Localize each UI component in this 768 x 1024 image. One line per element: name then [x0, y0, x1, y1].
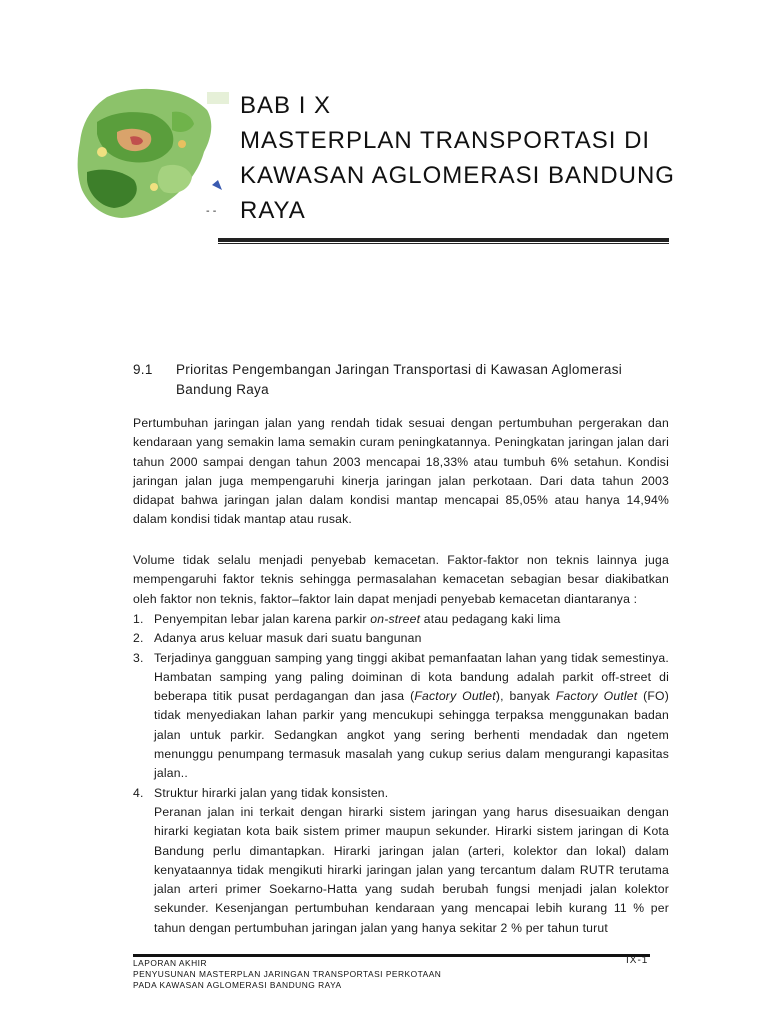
list-number: 1.	[133, 612, 144, 626]
body-paragraph: Volume tidak selalu menjadi penyebab kemacetan. Faktor-faktor non teknis lainnya juga mempengaruhi faktor teknis sehingga permasalahan kemacetan sebagian besar diakibatkan oleh faktor non teknis, faktor–faktor lain dapat menjadi penyebab kemacetan diantaranya :	[133, 553, 669, 606]
list-text-italic: Factory Outlet	[414, 689, 496, 704]
chapter-heading	[240, 88, 710, 228]
list-item	[133, 629, 669, 648]
list-number: 4.	[133, 785, 144, 800]
list-number: 2.	[133, 631, 144, 646]
list-text: Struktur hirarki jalan yang tidak konsisten.	[154, 785, 389, 800]
list-text: Adanya arus keluar masuk dari suatu bangunan	[154, 631, 422, 646]
list-item	[133, 784, 669, 938]
chapter-title-line: RAYA	[240, 197, 306, 224]
list-continuation: Peranan jalan ini terkait dengan hirarki sistem jaringan yang harus disesuaikan dengan hirarki kegiatan kota baik sistem primer maupun sekunder. Hirarki sistem jaringan di Kota Bandung perlu dimantapkan. Hirarki jaringan jalan (arteri, kolektor dan lokal) dalam kenyataannya tidak mengikuti hirarki jaringan jalan yang tercantum dalam RUTR terutama jalan arteri primer Soekarno-Hatta yang sudah berubah fungsi menjadi jalan kolektor sekunder. Kesenjangan pertumbuhan kendaraan yang mencapai lebih kurang 11 % per tahun dengan pertumbuhan jaringan jalan yang hanya sekitar 2 % per tahun turut	[154, 804, 669, 935]
chapter-title-line: KAWASAN AGLOMERASI BANDUNG	[240, 162, 675, 189]
section-title: Prioritas Pengembangan Jaringan Transportasi di Kawasan Aglomerasi Bandung Raya	[176, 362, 623, 397]
cause-list	[133, 610, 669, 938]
chapter-divider	[218, 238, 669, 244]
list-text-italic: Factory Outlet	[555, 689, 638, 704]
map-dash: - -	[206, 206, 217, 217]
list-text: Terjadinya gangguan samping yang tinggi akibat pemanfaatan lahan yang tidak semestinya. Hambatan samping yang paling doiminan di kota bandung adalah parkit off-street di beberapa titik pusat perdagangan dan jasa (	[154, 650, 669, 704]
footer-line: PENYUSUNAN MASTERPLAN JARINGAN TRANSPORTASI PERKOTAAN	[133, 969, 442, 979]
list-text: (FO) tidak menyediakan lahan parkir yang mencukupi sehingga terpaksa menggunakan badan jalan untuk parkir. Sedangkan angkot yang sering berhenti mendadak dan ngetem menunggu penumpang termasuk masalah yang cukup serius dalam mengurangi kapasitas jalan..	[154, 689, 669, 781]
footer-divider	[133, 954, 650, 957]
list-number: 3.	[133, 650, 144, 665]
footer	[133, 958, 653, 991]
region-map-image	[72, 82, 242, 222]
section-number: 9.1	[133, 362, 153, 377]
chapter-title-line: MASTERPLAN TRANSPORTASI DI	[240, 127, 651, 154]
list-text: Penyempitan lebar jalan karena parkir	[154, 612, 371, 626]
footer-line: PADA KAWASAN AGLOMERASI BANDUNG RAYA	[133, 980, 342, 990]
page-number: IX-1	[626, 955, 649, 966]
chapter-label: BAB I X	[240, 92, 332, 119]
footer-line: LAPORAN AKHIR	[133, 958, 207, 968]
list-text: ), banyak	[495, 689, 556, 704]
list-item	[133, 610, 669, 629]
list-text-italic: on-street	[370, 612, 421, 626]
body-paragraph: Pertumbuhan jaringan jalan yang rendah tidak sesuai dengan pertumbuhan pergerakan dan kendaraan yang semakin lama semakin curam peningkatannya. Peningkatan jaringan jalan dari tahun 2000 sampai dengan tahun 2003 mencapai 18,33% atau tumbuh 6% setahun. Kondisi jaringan jalan juga mempengaruhi kinerja jaringan jalan perkotaan. Dari data tahun 2003 didapat bahwa jaringan jalan dalam kondisi mantap mencapai 85,05% atau hanya 14,94% dalam kondisi tidak mantap atau rusak.	[133, 416, 669, 527]
section-heading	[133, 360, 673, 400]
list-text: atau pedagang kaki lima	[420, 612, 561, 626]
list-item	[133, 649, 669, 784]
